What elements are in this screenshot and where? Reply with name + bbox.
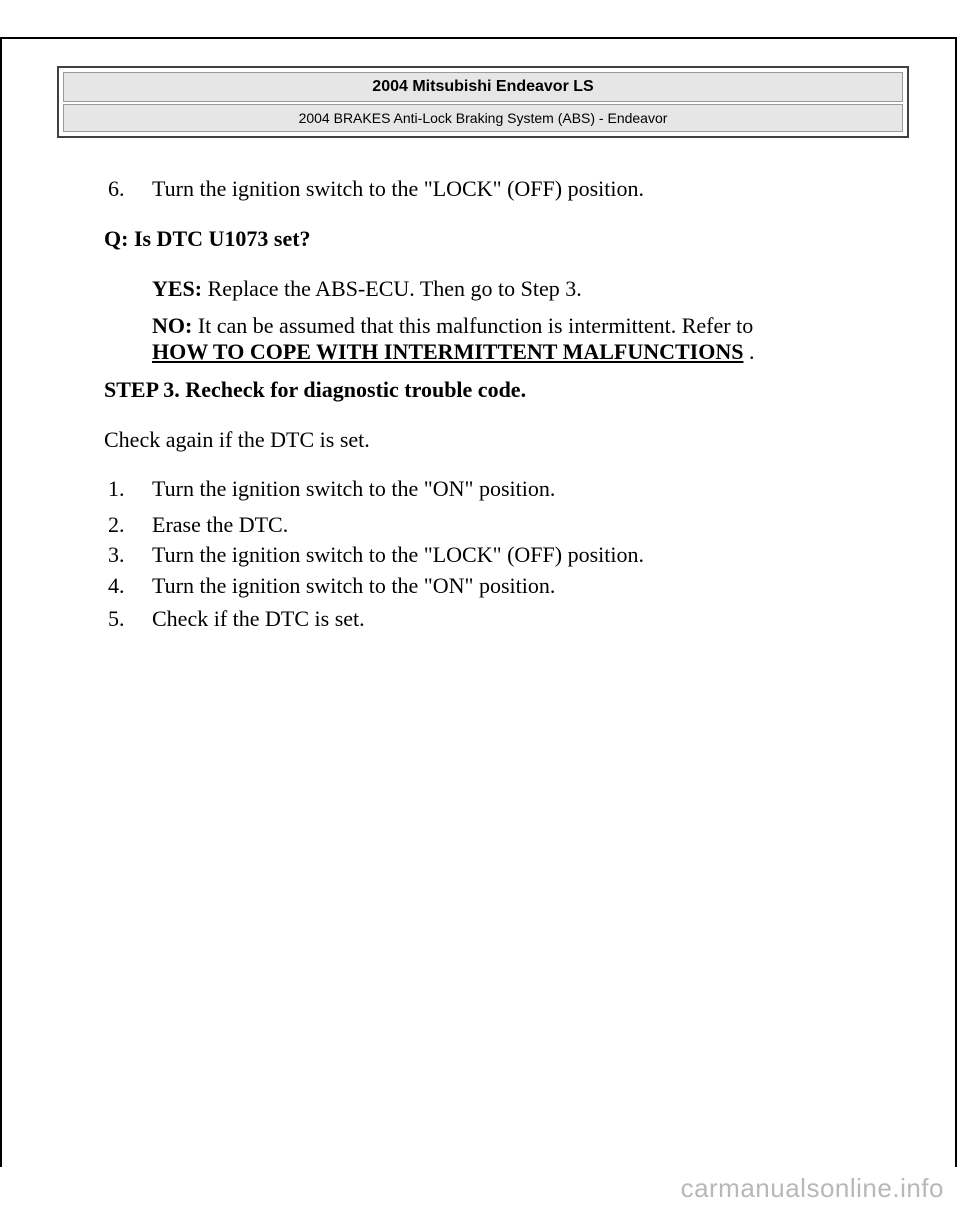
watermark: carmanualsonline.info xyxy=(680,1173,944,1203)
question: Q: Is DTC U1073 set? xyxy=(104,226,311,251)
list-item xyxy=(108,606,365,632)
no-text: It can be assumed that this malfunction is intermittent. Refer to xyxy=(192,313,754,338)
answer-no xyxy=(152,313,753,339)
yes-text: Replace the ABS-ECU. Then go to Step 3. xyxy=(202,276,582,301)
vehicle-title: 2004 Mitsubishi Endeavor LS xyxy=(63,72,903,102)
step-number: 4. xyxy=(108,573,125,598)
no-after: . xyxy=(743,339,755,364)
step-number: 3. xyxy=(108,542,125,567)
step-text: Turn the ignition switch to the "LOCK" (OFF) position. xyxy=(152,542,645,567)
list-item xyxy=(108,573,555,599)
list-item xyxy=(108,476,555,502)
step-text: Erase the DTC. xyxy=(152,512,289,537)
step3-heading: STEP 3. Recheck for diagnostic trouble code. xyxy=(104,377,527,402)
section-subtitle: 2004 BRAKES Anti-Lock Braking System (ABS) - Endeavor xyxy=(63,104,903,132)
step-text: Turn the ignition switch to the "ON" position. xyxy=(152,476,556,501)
list-item xyxy=(108,512,288,538)
step-text: Check if the DTC is set. xyxy=(152,606,365,631)
page-frame xyxy=(0,37,957,1167)
no-label: NO: xyxy=(152,313,193,338)
yes-label: YES: xyxy=(152,276,203,301)
step-text: Turn the ignition switch to the "ON" position. xyxy=(152,573,556,598)
answer-no-reference xyxy=(152,339,754,365)
step-number: 6. xyxy=(108,176,125,201)
step-number: 2. xyxy=(108,512,125,537)
intermittent-malfunctions-link[interactable]: HOW TO COPE WITH INTERMITTENT MALFUNCTIONS xyxy=(152,339,744,364)
document-header xyxy=(57,66,909,138)
step-text: Turn the ignition switch to the "LOCK" (OFF) position. xyxy=(152,176,645,201)
list-item xyxy=(108,542,644,568)
step-number: 1. xyxy=(108,476,125,501)
check-again-text: Check again if the DTC is set. xyxy=(104,427,370,452)
step-6 xyxy=(108,176,644,202)
step-number: 5. xyxy=(108,606,125,631)
answer-yes xyxy=(152,276,582,302)
